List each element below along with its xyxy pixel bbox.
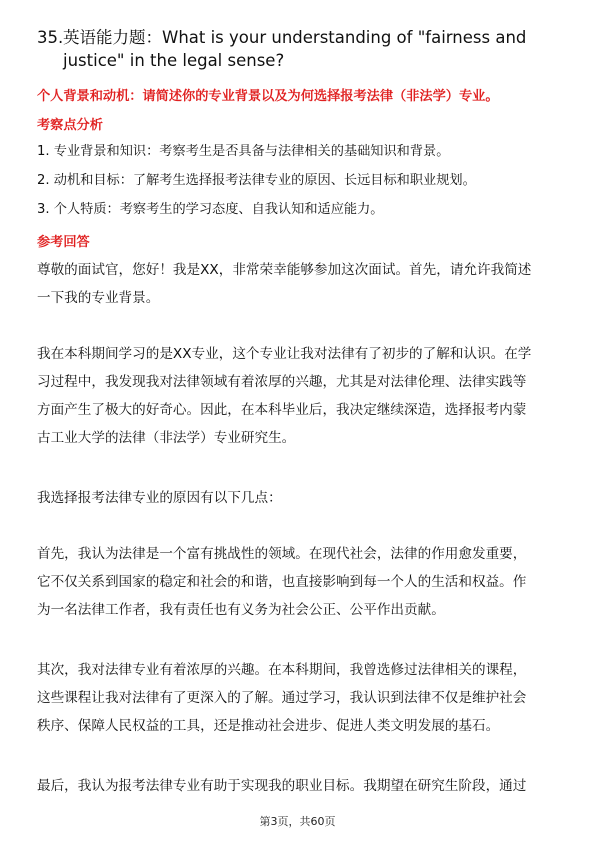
analysis-item: 1. 专业背景和知识：考察考生是否具备与法律相关的基础知识和背景。 <box>37 144 450 159</box>
question-title-line1: 英语能力题：What is your understanding of "fairness and <box>63 28 527 47</box>
paragraph-line: 其次，我对法律专业有着浓厚的兴趣。在本科期间，我曾选修过法律相关的课程， <box>37 662 527 678</box>
analysis-item: 3. 个人特质：考察考生的学习态度、自我认知和适应能力。 <box>37 202 384 217</box>
answer-paragraph <box>37 540 559 624</box>
answer-paragraph <box>37 256 559 312</box>
question-title-line2: justice" in the legal sense? <box>63 51 285 70</box>
page-footer: 第3页，共60页 <box>259 815 336 828</box>
paragraph-line: 这些课程让我对法律有了更深入的了解。通过学习，我认识到法律不仅是维护社会 <box>37 690 527 706</box>
paragraph-line: 一下我的专业背景。 <box>37 290 160 306</box>
answer-paragraph <box>37 484 559 512</box>
question-title <box>37 26 557 72</box>
answer-heading: 参考回答 <box>37 235 90 250</box>
question-prompt: 个人背景和动机：请简述你的专业背景以及为何选择报考法律（非法学）专业。 <box>37 89 499 104</box>
paragraph-line: 它不仅关系到国家的稳定和社会的和谐，也直接影响到每一个人的生活和权益。作 <box>37 574 527 590</box>
question-number: 35. <box>37 28 64 47</box>
paragraph-line: 古工业大学的法律（非法学）专业研究生。 <box>37 430 296 446</box>
answer-paragraph <box>37 772 559 800</box>
analysis-item: 2. 动机和目标：了解考生选择报考法律专业的原因、长远目标和职业规划。 <box>37 173 476 188</box>
paragraph-line: 方面产生了极大的好奇心。因此，在本科毕业后，我决定继续深造，选择报考内蒙 <box>37 402 527 418</box>
answer-paragraph <box>37 656 559 740</box>
paragraph-line: 秩序、保障人民权益的工具，还是推动社会进步、促进人类文明发展的基石。 <box>37 718 500 734</box>
paragraph-line: 首先，我认为法律是一个富有挑战性的领域。在现代社会，法律的作用愈发重要， <box>37 546 527 562</box>
paragraph-line: 尊敬的面试官，您好！我是XX，非常荣幸能够参加这次面试。首先，请允许我简述 <box>37 262 532 278</box>
answer-paragraph <box>37 340 559 452</box>
analysis-heading: 考察点分析 <box>37 118 103 133</box>
paragraph-line: 最后，我认为报考法律专业有助于实现我的职业目标。我期望在研究生阶段，通过 <box>37 778 527 794</box>
paragraph-line: 习过程中，我发现我对法律领域有着浓厚的兴趣，尤其是对法律伦理、法律实践等 <box>37 374 527 390</box>
paragraph-line: 为一名法律工作者，我有责任也有义务为社会公正、公平作出贡献。 <box>37 602 445 618</box>
paragraph-line: 我选择报考法律专业的原因有以下几点： <box>37 490 282 506</box>
paragraph-line: 我在本科期间学习的是XX专业，这个专业让我对法律有了初步的了解和认识。在学 <box>37 346 532 362</box>
